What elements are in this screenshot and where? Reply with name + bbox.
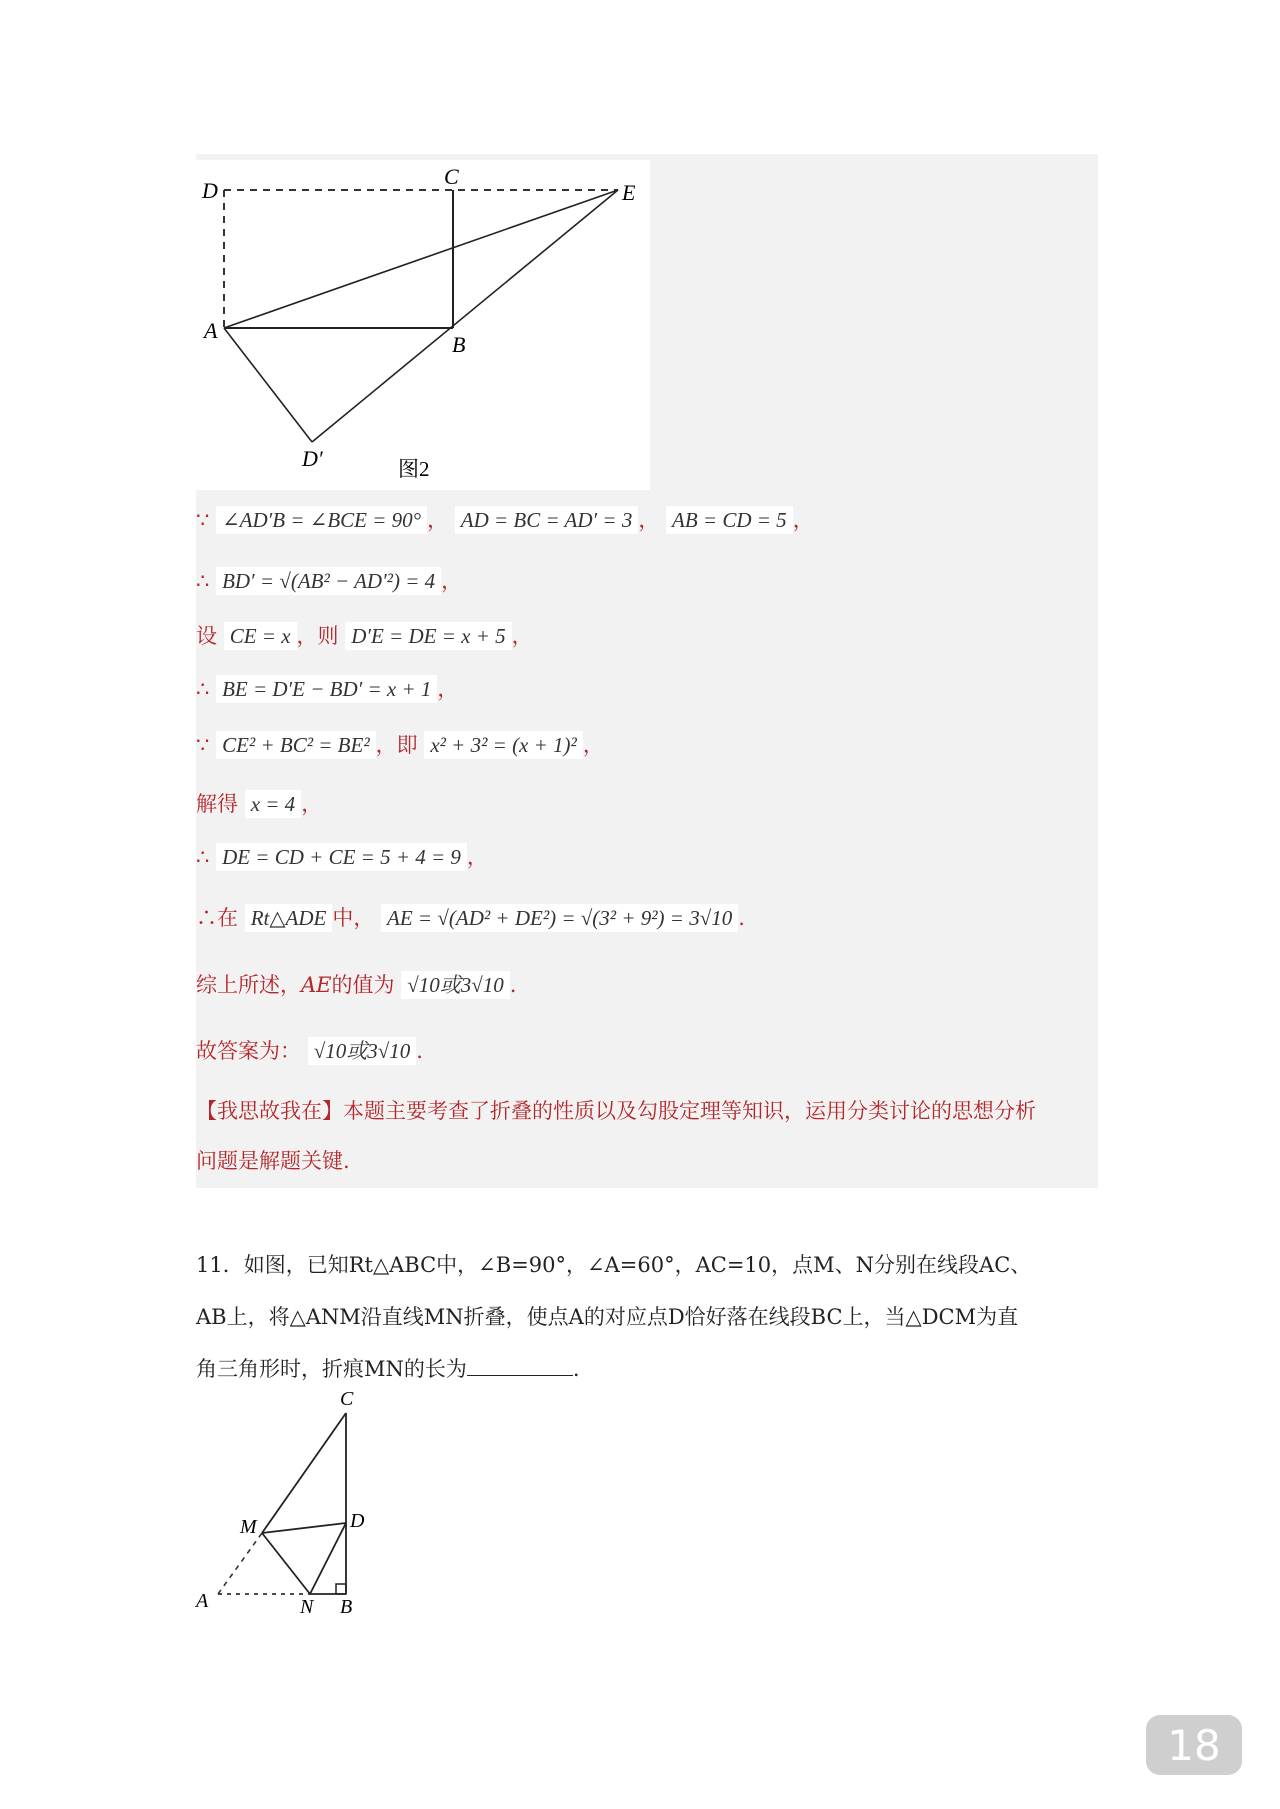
label-E: E xyxy=(622,180,636,205)
figure-2 xyxy=(196,160,650,490)
label-D: D xyxy=(350,1510,365,1532)
solution-line-8: ∴在 Rt△ADE 中， AE = √(AD² + DE²) = √(3² + 9²) = 3√10 . xyxy=(196,906,745,930)
figure-question-11 xyxy=(190,1385,380,1635)
solution-line-7: ∴ DE = CD + CE = 5 + 4 = 9 ， xyxy=(196,845,488,869)
question-11-line-1: 11．如图，已知Rt△ABC中，∠B=90°，∠A=60°，AC=10，点M、N分别在线段AC、 xyxy=(196,1253,1032,1277)
solution-line-6: 解得 x = 4 ， xyxy=(196,792,323,816)
page-number-badge xyxy=(1146,1715,1242,1775)
segment-AM-dashed xyxy=(218,1533,262,1594)
question-11-line-2: AB上，将△ANM沿直线MN折叠，使点A的对应点D恰好落在线段BC上，当△DCM为直 xyxy=(196,1305,1019,1329)
answer-blank[interactable] xyxy=(467,1355,573,1376)
segment-AE xyxy=(224,190,618,328)
right-angle-mark xyxy=(336,1584,346,1594)
segment-D-prime-E xyxy=(312,190,618,442)
solution-line-2: ∴ BD′ = √(AB² − AD′²) = 4 ， xyxy=(196,569,463,593)
page-number: 18 xyxy=(1167,1720,1221,1770)
summary-note-1: 【我思故我在】本题主要考查了折叠的性质以及勾股定理等知识，运用分类讨论的思想分析 xyxy=(196,1099,1036,1123)
segment-AD-prime xyxy=(224,328,312,442)
summary-note-2: 问题是解题关键. xyxy=(196,1149,350,1173)
solution-line-10: 故答案为： √10或3√10 . xyxy=(196,1039,423,1063)
figure-2-caption: 图2 xyxy=(398,457,430,481)
question-11-line-3: 角三角形时，折痕MN的长为 . xyxy=(196,1357,580,1381)
label-D: D xyxy=(202,178,218,203)
solution-line-5: ∵ CE² + BC² = BE² ，即 x² + 3² = (x + 1)² ， xyxy=(196,733,604,757)
segment-MD xyxy=(262,1523,346,1533)
solution-line-3: 设 CE = x ，则 D′E = DE = x + 5 ， xyxy=(196,624,533,648)
label-B: B xyxy=(452,332,466,357)
label-B: B xyxy=(340,1596,353,1618)
label-N: N xyxy=(300,1596,314,1618)
segment-MN xyxy=(262,1533,310,1594)
solution-line-4: ∴ BE = D′E − BD′ = x + 1 ， xyxy=(196,677,459,701)
label-A: A xyxy=(196,1590,209,1612)
label-C: C xyxy=(340,1388,354,1410)
label-M: M xyxy=(240,1516,257,1538)
label-A: A xyxy=(204,318,218,343)
solution-line-9: 综上所述，AE的值为 √10或3√10 . xyxy=(196,973,517,997)
figure-2-drawing xyxy=(196,160,650,490)
solution-line-1: ∵ ∠AD′B = ∠BCE = 90° ， AD = BC = AD′ = 3 ， AB = CD = 5 ， xyxy=(196,508,814,532)
label-D-prime: D′ xyxy=(302,446,323,471)
segment-MC xyxy=(262,1413,346,1533)
figure-11-drawing xyxy=(190,1385,380,1635)
label-C: C xyxy=(444,164,459,189)
